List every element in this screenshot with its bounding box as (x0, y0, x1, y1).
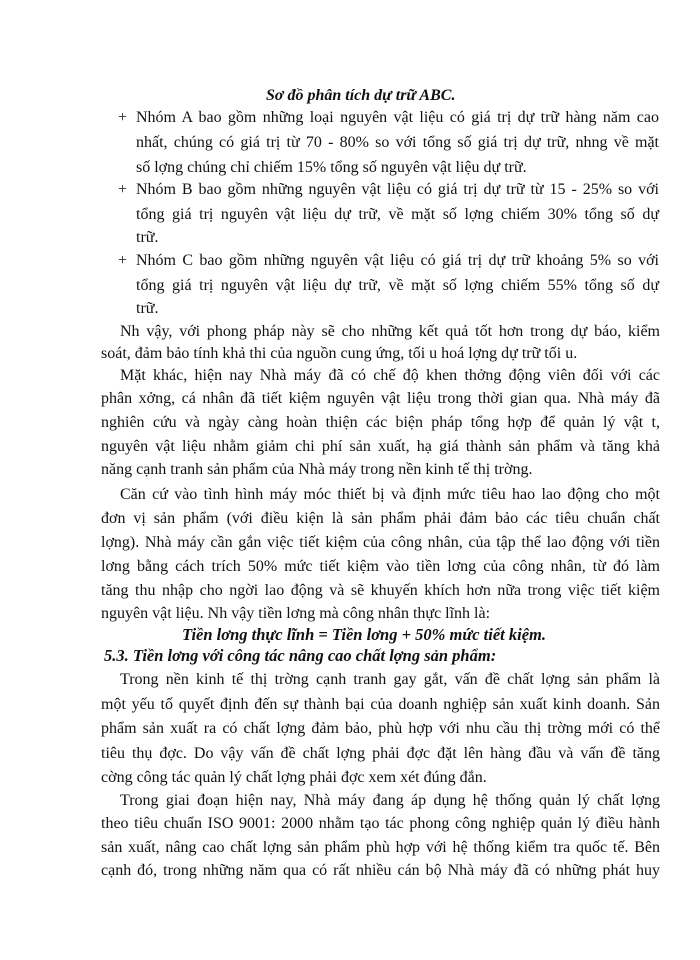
bullet-c-line-2: tổng giá trị nguyên vật liệu dự trữ, về mặt số lợng chiếm 55% tổng số dự (136, 277, 659, 294)
para5-line-1: Trong giai đoạn hiện nay, Nhà máy đang áp dụng hệ thống quản lý chất lợng (120, 792, 660, 809)
para1-line-1: Nh vậy, với phong pháp này sẽ cho những kết quả tốt hơn trong dự báo, kiểm (120, 323, 660, 340)
section-heading: 5.3. Tiền lơng với công tác nâng cao chất lợng sản phẩm: (104, 646, 497, 665)
para4-line-1: Trong nền kinh tế thị trờng cạnh tranh gay gắt, vấn đề chất lợng sản phẩm là (120, 671, 660, 688)
bullet-b-line-3: trữ. (136, 229, 159, 246)
para4-line-3: phẩm sản xuất ra có chất lợng đảm bảo, phù hợp với nhu cầu thị trờng mới có thể (101, 720, 660, 737)
para5-line-4: cạnh đó, trong những năm qua có rất nhiều cán bộ Nhà máy đã có những phát huy (101, 862, 660, 879)
para4-line-2: một yếu tố quyết định đến sự thành bại của doanh nghiệp sản xuất kinh doanh. Sản (101, 696, 660, 713)
bullet-b-line-1: Nhóm B bao gồm những nguyên vật liệu có giá trị dự trữ từ 15 - 25% so với (136, 181, 659, 198)
bullet-a-line-2: nhất, chúng có giá trị từ 70 - 80% so với tổng số giá trị dự trữ, nhng về mặt (136, 134, 659, 151)
bullet-mark: + (118, 109, 128, 126)
para2-line-4: nguyên vật liệu nhằm giảm chi phí sản xuất, hạ giá thành sản phẩm và tăng khả (101, 438, 660, 455)
para2-line-2: phân xởng, cá nhân đã tiết kiệm nguyên vật liệu trong thời gian qua. Nhà máy đã (101, 390, 660, 407)
bullet-mark: + (118, 252, 128, 269)
para3-line-4: lơng bằng cách trích 50% mức tiết kiệm vào tiền lơng của công nhân, từ đó làm (101, 558, 660, 575)
bullet-c-line-1: Nhóm C bao gồm những nguyên vật liệu có giá trị dự trữ khoảng 5% so với (136, 252, 659, 269)
para2-line-5: năng cạnh tranh sản phẩm của Nhà máy trong nền kinh tế thị trờng. (101, 461, 533, 478)
para4-line-4: tiêu thụ đợc. Do vậy vấn đề chất lợng phải đợc đặt lên hàng đầu và vấn đề tăng (101, 745, 660, 762)
para2-line-1: Mặt khác, hiện nay Nhà máy đã có chế độ khen thởng động viên đối với các (120, 367, 660, 384)
bullet-a-line-3: số lợng chúng chỉ chiếm 15% tổng số nguyên vật liệu dự trữ. (136, 159, 527, 176)
para5-line-3: sản xuất, nâng cao chất lợng sản phẩm phù hợp với hệ thống kiểm tra quốc tế. Bên (101, 839, 660, 856)
bullet-b-line-2: tổng giá trị nguyên vật liệu dự trữ, về mặt số lợng chiếm 30% tổng số dự (136, 206, 659, 223)
bullet-a-line-1: Nhóm A bao gồm những loại nguyên vật liệu có giá trị dự trữ hàng năm cao (136, 109, 659, 126)
para5-line-2: theo tiêu chuẩn ISO 9001: 2000 nhằm tạo tác phong công nghiệp quản lý điều hành (101, 815, 660, 832)
para3-line-6: nguyên vật liệu. Nh vậy tiền lơng mà công nhân thực lĩnh là: (101, 605, 491, 622)
para3-line-2: đơn vị sản phẩm (với điều kiện là sản phẩm phải đảm bảo các tiêu chuẩn chất (101, 510, 660, 527)
bullet-c-line-3: trữ. (136, 300, 159, 317)
page-title: Sơ đồ phân tích dự trữ ABC. (266, 87, 456, 104)
para3-line-3: lợng). Nhà máy cần gắn việc tiết kiệm của công nhân, của tập thể lao động với tiền (101, 534, 660, 551)
para3-line-1: Căn cứ vào tình hình máy móc thiết bị và định mức tiêu hao lao động cho một (120, 486, 660, 503)
para1-line-2: soát, đảm bảo tính khả thi của nguồn cung ứng, tối u hoá lợng dự trữ tối u. (101, 345, 578, 362)
formula: Tiền lơng thực lĩnh = Tiền lơng + 50% mức tiết kiệm. (182, 625, 546, 644)
bullet-mark: + (118, 181, 128, 198)
para4-line-5: cờng công tác quản lý chất lợng phải đợc xem xét đúng đắn. (101, 769, 487, 786)
para2-line-3: nghiên cứu và ngày càng hoàn thiện các biện pháp tổng hợp để quản lý vật t, (101, 414, 660, 431)
para3-line-5: tăng thu nhập cho ngời lao động và sẽ khuyến khích hơn nữa trong việc tiết kiệm (101, 582, 660, 599)
